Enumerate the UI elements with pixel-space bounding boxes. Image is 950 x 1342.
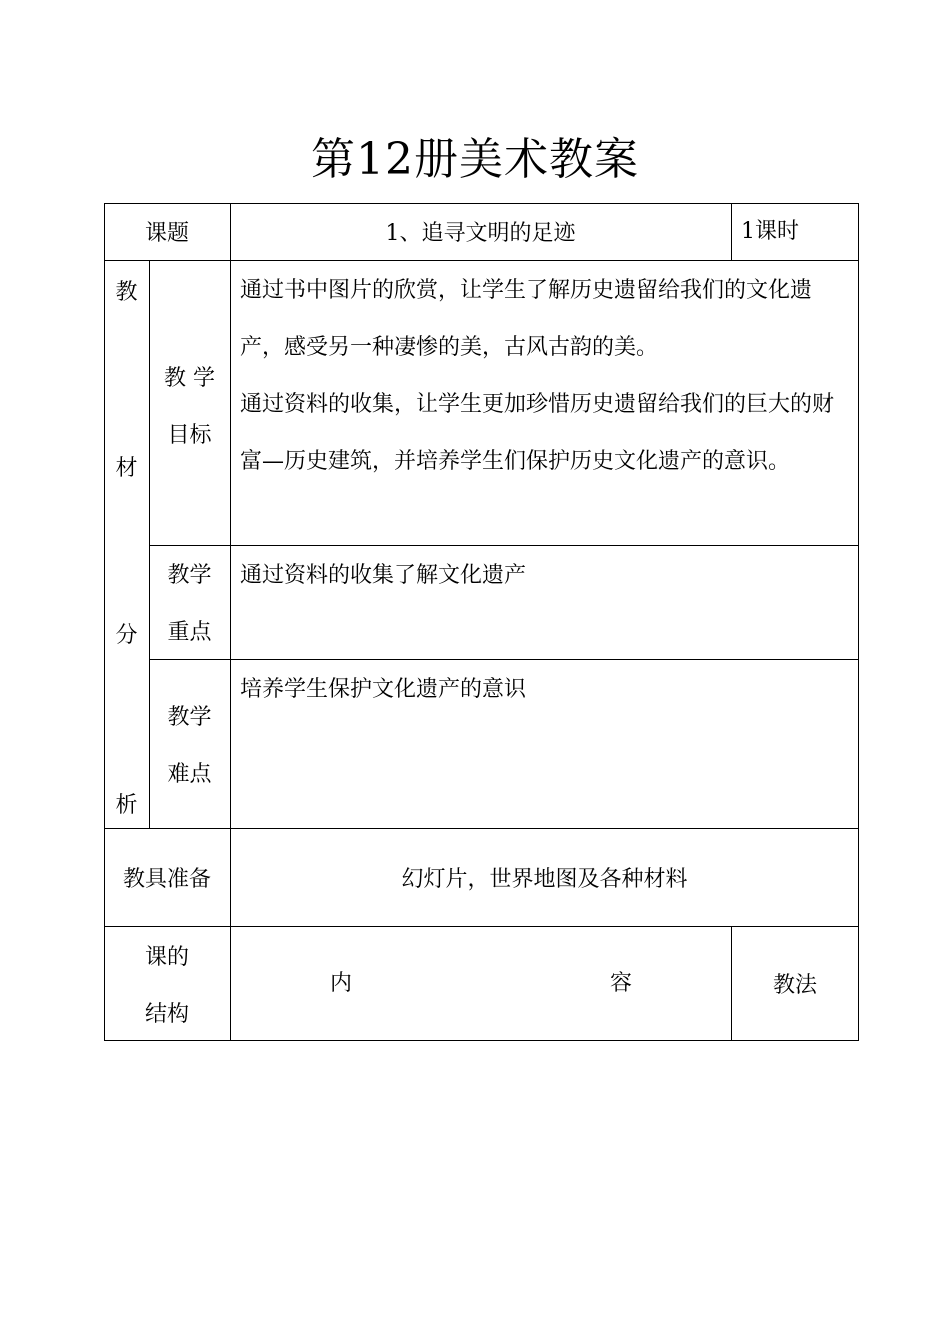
goals-content [230, 262, 858, 545]
difficulties-text: 培养学生保护文化遗产的意识 [240, 677, 527, 702]
structure-method: 教法 [772, 972, 817, 998]
side-label-char: 析 [115, 793, 138, 818]
col-divider-structure [230, 926, 231, 1040]
goals-label-line1: 教 学 [164, 366, 215, 391]
structure-label-line2: 结构 [144, 1002, 189, 1027]
structure-content-char: 内 [330, 971, 353, 996]
difficulties-label-line1: 教学 [167, 705, 212, 730]
structure-label-line1: 课的 [144, 945, 189, 970]
materials-value: 幻灯片，世界地图及各种材料 [401, 866, 688, 892]
structure-content-char: 容 [610, 971, 633, 996]
structure-label [104, 929, 230, 1043]
difficulties-label-line2: 难点 [167, 762, 212, 787]
difficulties-label [149, 689, 230, 803]
topic-value: 1、追寻文明的足迹 [385, 221, 576, 246]
lesson-plan-table [104, 203, 859, 1041]
side-label-char: 教 [115, 280, 138, 305]
goals-label [149, 350, 230, 464]
keypoints-label [149, 547, 230, 661]
side-label-char: 分 [115, 623, 138, 648]
goals-paragraph: 通过书中图片的欣赏，让学生了解历史遗留给我们的文化遗产，感受另一种凄惨的美，古风古韵的美。 [240, 278, 813, 360]
goals-paragraph: 通过资料的收集，让学生更加珍惜历史遗留给我们的巨大的财富—历史建筑，并培养学生们保护历史文化遗产的意识。 [240, 392, 835, 474]
row-divider-topic [104, 260, 859, 261]
col-divider-duration [731, 203, 732, 260]
keypoints-text: 通过资料的收集了解文化遗产 [240, 563, 527, 588]
goals-label-line2: 目标 [167, 423, 212, 448]
topic-label: 课题 [144, 221, 189, 246]
keypoints-label-line1: 教学 [167, 563, 212, 588]
side-label-char: 材 [115, 456, 138, 481]
difficulties-content [230, 661, 858, 828]
lesson-duration: 1课时 [741, 219, 799, 244]
keypoints-content [230, 547, 858, 659]
keypoints-label-line2: 重点 [167, 620, 212, 645]
page-title: 第12册美术教案 [311, 134, 639, 185]
row-divider-goals [149, 545, 859, 546]
row-divider-keypoints [149, 659, 859, 660]
materials-label: 教具准备 [122, 866, 211, 892]
